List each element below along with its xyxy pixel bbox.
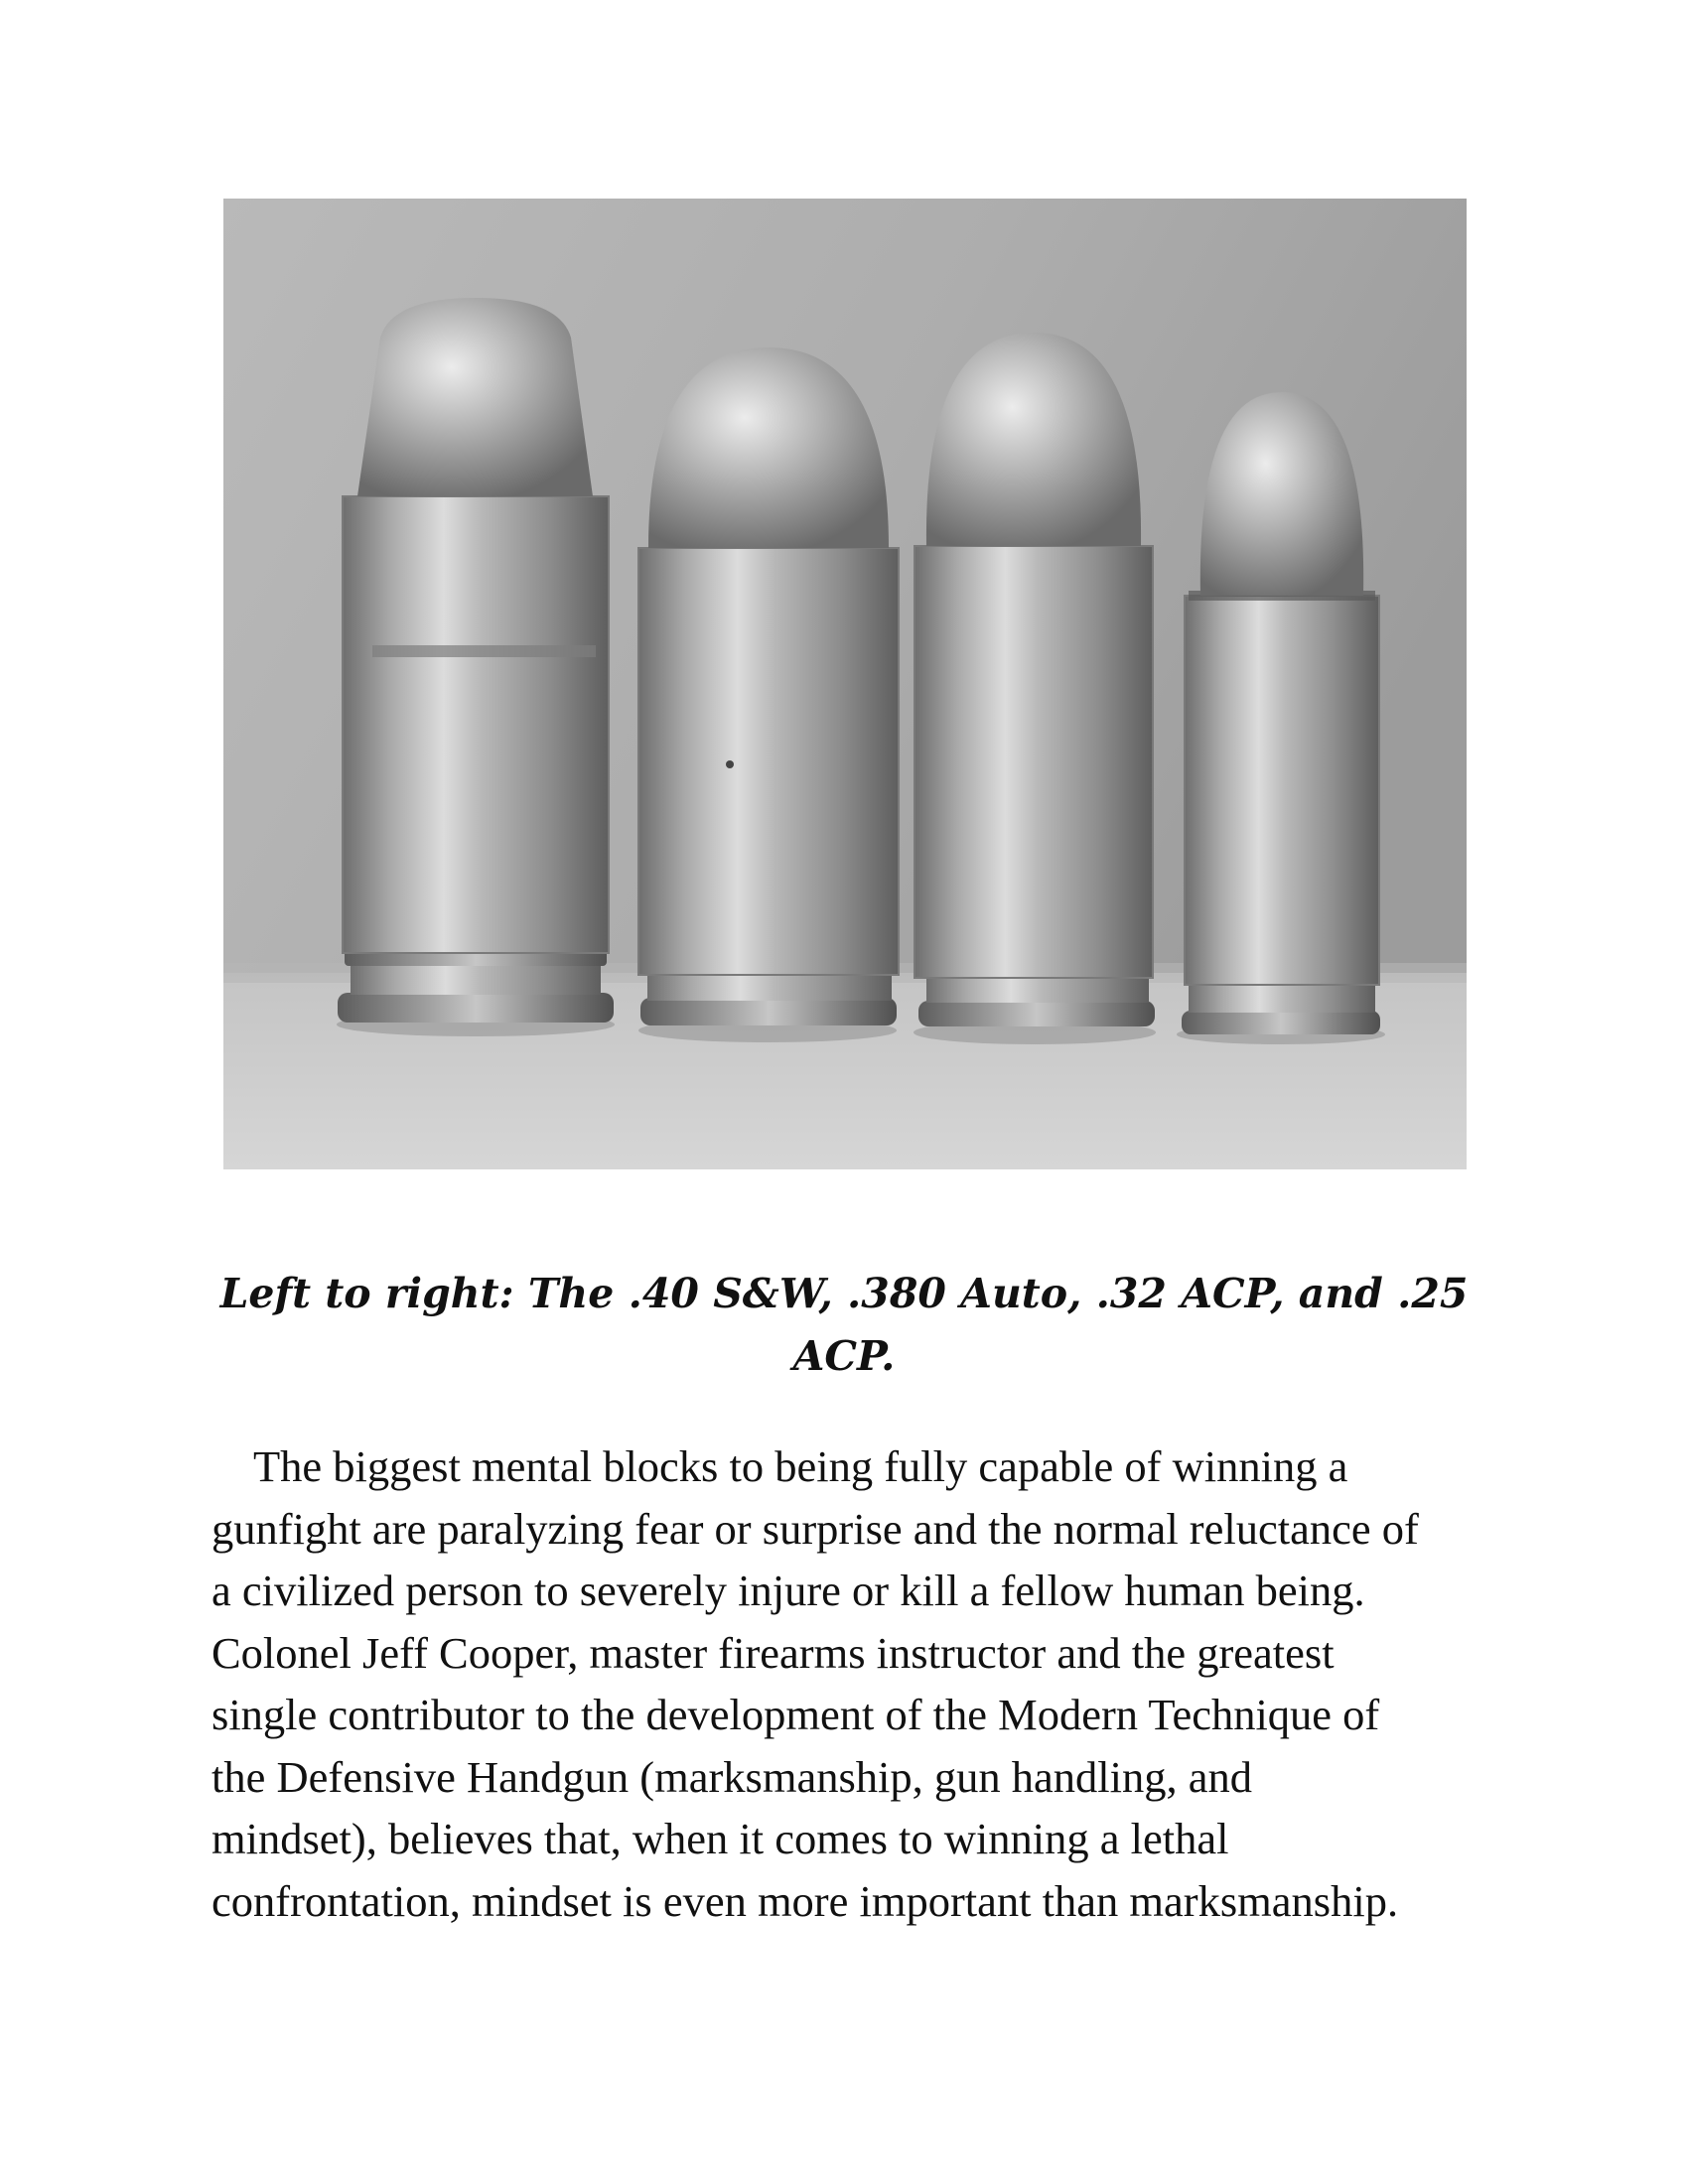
cartridge-40sw (337, 298, 615, 1036)
body-paragraph: The biggest mental blocks to being fully capable of winning a gunfight are paralyzing fear or surprise and the normal reluctance of a civilized person to severely injure or kill a fellow human being. Colonel Jeff Cooper, master firearms instructor and the greatest single contributor to the development of the Modern Technique of the Defensive Handgun (marksmanship, gun handling, and mindset), believes that, when it comes to winning a lethal confrontation, mindset is even more important than marksmanship. (211, 1441, 1419, 1926)
figure-caption: Left to right: The .40 S&W, .380 Auto, .32 ACP, and .25 ACP. (219, 1270, 1469, 1380)
cartridge-380-auto (638, 347, 899, 1042)
cartridges-photo (223, 199, 1467, 1169)
cartridge-25-acp (1177, 392, 1385, 1044)
cartridge-32-acp (914, 333, 1156, 1044)
